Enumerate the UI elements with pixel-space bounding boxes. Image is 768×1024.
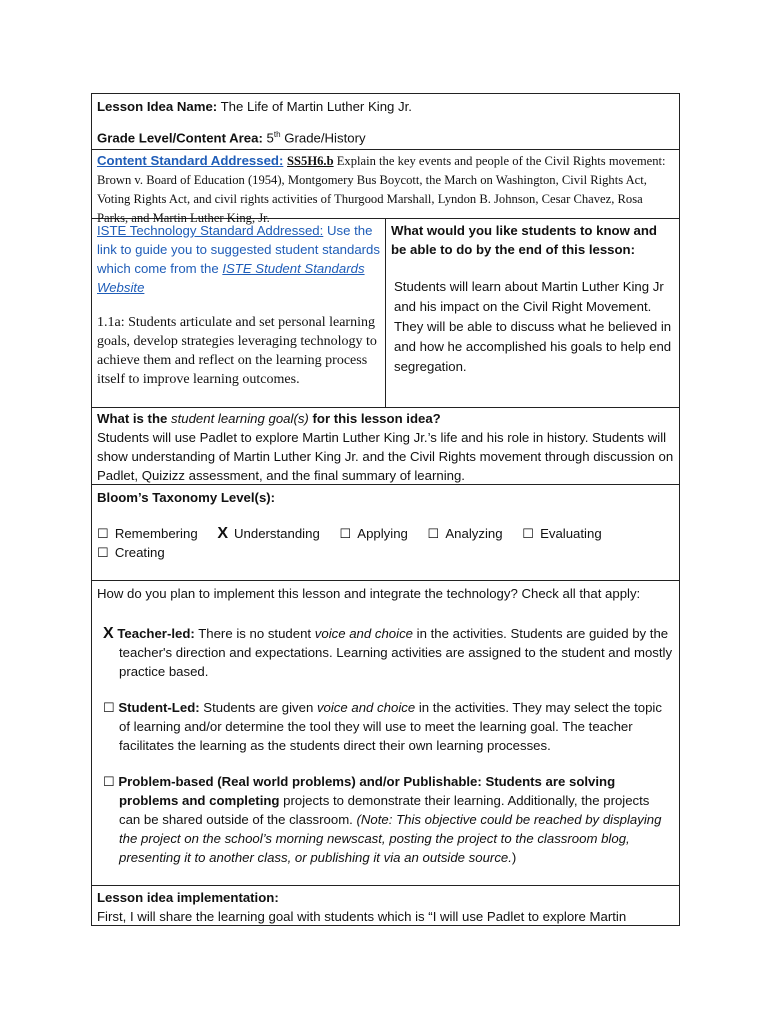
blooms-levels <box>97 524 657 562</box>
problem-based-text-a: projects to demonstrate their learning. Additionally, the projects can be shared outside of the classroom. <box>119 793 650 827</box>
learning-goal-q-a: What is the <box>97 411 171 426</box>
blooms-level-checkbox[interactable]: ☐ <box>339 526 352 541</box>
iste-cell <box>92 219 386 407</box>
implementation-label: Lesson idea implementation: <box>97 890 279 905</box>
blooms-level-item <box>339 526 407 541</box>
blooms-level-name: Remembering <box>114 526 198 541</box>
content-standard-text: Explain the key events and people of the Civil Rights movement: Brown v. Board of Education (1954), Montgomery Bus Boycott, the March on Washington, Civil Rights Act, Voting Rights Act, and civil rights activities of Thurgood Marshall, Lyndon B. Johnson, Cesar Chavez, Rosa Parks, and Martin Luther King, Jr. <box>97 154 666 225</box>
blooms-level-checkbox[interactable]: ☐ <box>522 526 535 541</box>
grade-level-value: 5 <box>262 130 274 146</box>
blooms-level-name: Understanding <box>234 526 320 541</box>
blooms-level-checkbox[interactable]: X <box>217 525 228 542</box>
problem-based-label: Problem-based (Real world problems) and/or Publishable: Students are solving problems and completing <box>118 774 616 808</box>
problem-based-option <box>97 772 674 867</box>
blooms-label: Bloom’s Taxonomy Level(s): <box>97 490 276 505</box>
teacher-led-text-a: There is no student <box>194 626 315 641</box>
blooms-row <box>92 485 679 581</box>
standards-row <box>92 219 679 408</box>
iste-standard-text: 1.1a: Students articulate and set personal learning goals, develop strategies leveraging technology to achieve them and reflect on the learning process itself to improve learning outcomes. <box>97 315 377 387</box>
lesson-plan-table <box>91 93 680 926</box>
lesson-name-label: Lesson Idea Name: <box>97 99 218 114</box>
student-led-label: Student-Led: <box>118 700 200 715</box>
know-cell <box>386 219 679 407</box>
grade-level-label: Grade Level/Content Area: <box>97 130 263 146</box>
learning-goal-question <box>97 409 674 428</box>
content-standard-label[interactable]: Content Standard Addressed: <box>97 153 284 168</box>
know-answer: Students will learn about Martin Luther King Jr and his impact on the Civil Right Movement. They will be able to discuss what he believed in and how he accomplished his goals to help end segregation. <box>394 279 672 374</box>
iste-intro <box>97 221 380 297</box>
lesson-name-value: The Life of Martin Luther King Jr. <box>217 99 412 114</box>
content-standard-row <box>92 150 679 225</box>
learning-goal-answer: Students will use Padlet to explore Martin Luther King Jr.’s life and his role in history. Students will show understanding of Martin Luther King Jr. and the Civil Rights movement through discussion on Padlet, Quizizz assessment, and the final summary of learning. <box>97 430 674 483</box>
blooms-level-name: Creating <box>114 545 165 560</box>
teacher-led-text-b: in the activities. Students are guided by the teacher's direction and expectations. Learning activities are assigned to the student and mostly practice based. <box>119 626 673 679</box>
know-question: What would you like students to know and be able to do by the end of this lesson: <box>391 223 657 257</box>
blooms-level-name: Evaluating <box>540 526 602 541</box>
teacher-led-option <box>97 624 674 681</box>
student-led-option <box>97 698 674 755</box>
teacher-led-em: voice and choice <box>314 626 414 641</box>
student-led-text-b: in the activities. They may select the topic of learning and/or determine the tool they will use to meet the learning goal. The teacher facilitates the learning as the students direct their own learning processes. <box>119 700 662 753</box>
blooms-level-item <box>97 545 165 560</box>
teacher-led-checkbox[interactable]: X <box>103 625 114 642</box>
student-led-text-a: Students are given <box>199 700 317 715</box>
learning-goal-row <box>92 408 679 485</box>
grade-level-suffix-sup: th <box>273 130 281 139</box>
implementation-text: First, I will share the learning goal with students which is “I will use Padlet to explore Martin <box>97 909 627 924</box>
iste-website-link[interactable]: ISTE Student Standards Website <box>97 261 365 295</box>
student-led-checkbox[interactable]: ☐ <box>103 700 115 715</box>
learning-goal-q-b: for this lesson idea? <box>308 411 441 426</box>
content-standard-code: SS5H6.b <box>287 154 334 168</box>
student-led-em: voice and choice <box>316 700 416 715</box>
grade-level-subject: Grade/History <box>280 130 366 146</box>
lesson-name-line <box>97 97 674 116</box>
teacher-led-label: Teacher-led: <box>117 626 195 641</box>
iste-label[interactable]: ISTE Technology Standard Addressed: <box>97 223 324 238</box>
blooms-level-checkbox[interactable]: ☐ <box>97 526 109 541</box>
iste-guide-text: Use the link to guide you to suggested student standards which come from the <box>97 223 380 276</box>
blooms-level-checkbox[interactable]: ☐ <box>427 526 440 541</box>
blooms-level-checkbox[interactable]: ☐ <box>97 545 109 560</box>
blooms-level-item <box>97 526 198 541</box>
implementation-row <box>92 886 679 926</box>
blooms-level-name: Analyzing <box>445 526 503 541</box>
blooms-level-name: Applying <box>357 526 408 541</box>
learning-goal-q-em: student learning goal(s) <box>171 411 309 426</box>
blooms-level-item <box>522 526 601 541</box>
problem-based-note: (Note: This objective could be reached by displaying the project on the school’s morning newscast, posting the project to the classroom blog, presenting it to another class, or publishing it via an outside source. <box>119 812 662 865</box>
grade-level-line <box>97 125 674 147</box>
implement-question: How do you plan to implement this lesson and integrate the technology? Check all that apply: <box>97 586 641 601</box>
problem-based-checkbox[interactable]: ☐ <box>103 774 115 789</box>
lesson-header-row <box>92 94 679 150</box>
problem-based-text-b: ) <box>511 850 517 865</box>
blooms-level-item <box>428 526 503 541</box>
implement-row <box>92 581 679 886</box>
blooms-level-item <box>217 526 319 541</box>
